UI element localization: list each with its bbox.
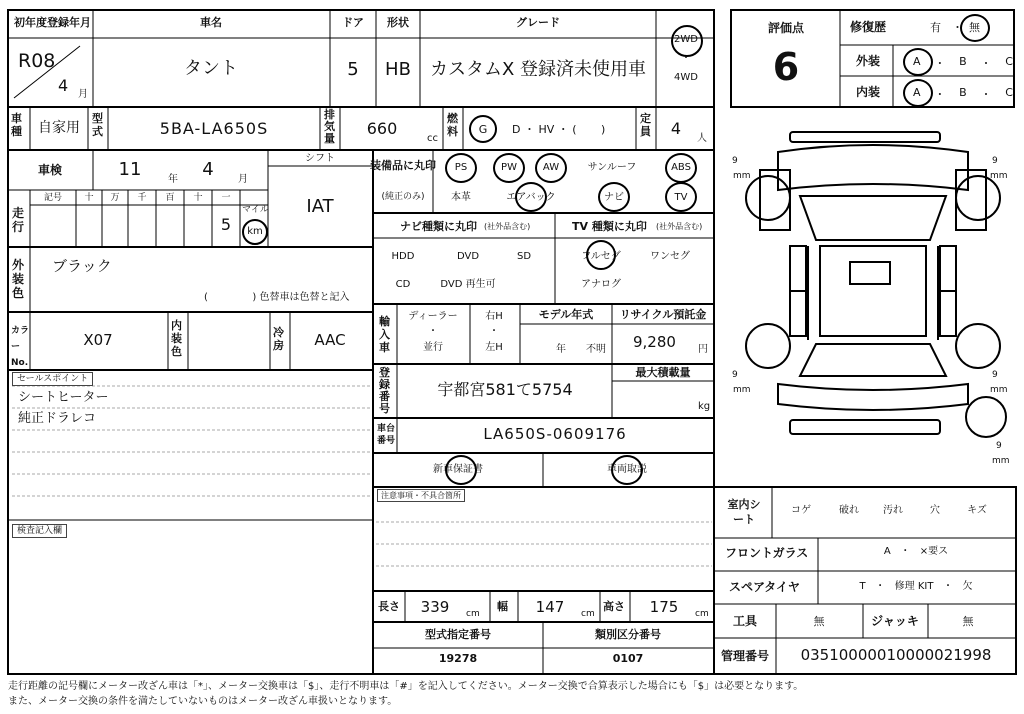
dim-unit: mm (990, 171, 1008, 181)
left-rear-wheel-shape (746, 324, 790, 368)
sales-point-tag: セールスポイント (12, 372, 93, 386)
displacement-label: 排気量 (324, 108, 335, 145)
mileage-label: 走行 (12, 206, 25, 234)
warranty-doc: 新車保証書 (433, 464, 483, 475)
width-label: 幅 (497, 600, 508, 613)
ac-label: 冷房 (273, 326, 284, 352)
tv-fullseg: フルセグ (581, 251, 621, 262)
equip-airbag: エアバック (506, 192, 556, 203)
interior-grade-options (913, 86, 1013, 100)
roof-shape (820, 246, 926, 336)
equipment-label: 装備品に丸印 (370, 159, 436, 172)
fuel-label: 燃料 (447, 112, 458, 138)
import-dealer: ディーラー (408, 311, 458, 322)
chassis-label: 車台番号 (377, 424, 396, 446)
displacement-unit: cc (427, 133, 438, 144)
class-code-label: 類別区分番号 (595, 628, 661, 641)
type-code-label: 型式指定番号 (425, 628, 491, 641)
reg-year-label: 初年度登録年月 (14, 16, 91, 29)
grade-b: B (959, 55, 967, 68)
digit-label: 十 (84, 193, 94, 203)
color-change-note: ( ) 色替車は色替と記入 (204, 292, 350, 303)
grade-c: C (1005, 55, 1013, 68)
exterior-color-value: ブラック (52, 257, 112, 275)
width-unit: cm (581, 609, 595, 619)
sheet-hole: 穴 (930, 505, 940, 516)
dim-mark: 9 (732, 156, 738, 166)
ac-value: AAC (314, 331, 346, 349)
left-front-fender-shape (760, 170, 790, 230)
control-number-label: 管理番号 (720, 649, 770, 663)
tv-analog: アナログ (581, 279, 621, 290)
trunk-shape (778, 384, 968, 410)
inspection-month-unit: 月 (238, 174, 248, 185)
shape-value: HB (385, 59, 411, 80)
km-label: km (247, 226, 263, 237)
height-value: 175 (649, 598, 679, 616)
door-label: ドア (342, 16, 364, 29)
jack-label: ジャッキ (871, 614, 919, 628)
height-label: 高さ (603, 600, 625, 613)
car-name-label: 車名 (200, 16, 222, 29)
tools-label: 工具 (732, 614, 758, 628)
dim-unit: mm (990, 385, 1008, 395)
grade-a: A (913, 55, 921, 68)
length-unit: cm (466, 609, 480, 619)
shape-label: 形状 (387, 16, 409, 29)
registration-label: 登録番号 (379, 366, 390, 415)
equip-pw: PW (501, 162, 517, 173)
footer-line-2: また、メーター交換の条件を満たしていないものはメーター改ざん車扱いとなります。 (8, 696, 398, 707)
import-label: 輸入車 (379, 315, 390, 354)
dim-mark: 9 (992, 156, 998, 166)
inspection-month: 4 (202, 159, 214, 180)
left-front-wheel-shape (746, 176, 790, 220)
shift-value: IAT (306, 196, 334, 217)
use-label: 車種 (11, 112, 22, 138)
navi-dvd-play: DVD 再生可 (440, 279, 496, 290)
model-value: 5BA-LA650S (159, 119, 269, 138)
digit-label: 十 (193, 193, 203, 203)
repair-no: 無 (969, 21, 980, 34)
exterior-color-label: 外装色 (12, 258, 25, 300)
model-label: 型式 (92, 112, 103, 138)
dim-unit: mm (733, 385, 751, 395)
displacement-value: 660 (366, 119, 398, 138)
chassis-value: LA650S-0609176 (483, 425, 627, 443)
sheet-scratch: キズ (967, 505, 987, 516)
right-hand-drive: 右H (485, 311, 503, 322)
dim-mark: 9 (996, 441, 1002, 451)
length-value: 339 (420, 598, 450, 616)
grade-dot: ・ (980, 88, 992, 101)
navi-hdd: HDD (391, 251, 415, 262)
spare-tire-label: スペアタイヤ (729, 580, 800, 594)
navi-cd: CD (395, 279, 411, 290)
equip-leather: 本革 (451, 192, 471, 203)
left-hand-drive: 左H (485, 342, 503, 353)
tv-oneseg: ワンセグ (650, 251, 690, 262)
hood-shape (778, 145, 968, 190)
recycle-label: リサイクル預託金 (619, 308, 707, 321)
model-year-unknown: 不明 (586, 344, 606, 355)
grade-dot: ・ (934, 88, 946, 101)
drive-dot: ・ (681, 53, 691, 64)
recycle-value: 9,280 (633, 333, 676, 351)
inspection-label: 車検 (37, 163, 63, 177)
windshield-shape (800, 196, 946, 240)
capacity-unit: 人 (697, 133, 707, 144)
grade-c: C (1005, 86, 1013, 99)
rear-glass-shape (800, 344, 946, 376)
repair-yes: 有 (930, 21, 941, 34)
grade-dot: ・ (980, 57, 992, 70)
repair-dot: ・ (952, 21, 963, 34)
front-bumper-shape (790, 132, 940, 142)
right-front-wheel-shape (956, 176, 1000, 220)
registration-value: 宇都宮581て5754 (437, 380, 573, 399)
color-no-label: カラーNo. (11, 326, 30, 368)
digit-label: 一 (221, 193, 231, 203)
seat-shape (850, 262, 890, 284)
import-dot: ・ (489, 326, 499, 337)
inspection-year: 11 (118, 159, 142, 180)
grade-dot: ・ (934, 57, 946, 70)
equipment-sub: (純正のみ) (381, 192, 425, 202)
score-label: 評価点 (767, 21, 805, 35)
digit-label: 千 (137, 193, 147, 203)
reg-month: 4 (58, 76, 69, 95)
capacity-value: 4 (670, 119, 682, 138)
use-value: 自家用 (38, 120, 80, 136)
model-year-label: モデル年式 (538, 308, 594, 321)
rear-bumper-shape (790, 420, 940, 434)
footer-line-1: 走行距離の記号欄にメーター改ざん車は「*」、メーター交換車は「$」、走行不明車は「#」を記入してください。メーター交換で合算表示した場合にも「$」は必要となります。 (8, 681, 804, 692)
right-front-fender-shape (956, 170, 986, 230)
equip-sunroof: サンルーフ (587, 162, 637, 173)
digit-label: 万 (110, 193, 120, 203)
reg-month-unit: 月 (78, 89, 88, 100)
equip-abs: ABS (671, 162, 691, 173)
notes-tag: 注意事項・不具合箇所 (377, 489, 465, 502)
navi-dvd: DVD (456, 251, 480, 262)
type-code-value: 19278 (438, 652, 478, 665)
equip-tv: TV (674, 192, 688, 203)
sheet-stain: 汚れ (883, 505, 903, 516)
reg-era-year: R08 (18, 50, 56, 72)
grade-value: カスタムX 登録済未使用車 (429, 59, 647, 80)
inspection-year-unit: 年 (168, 174, 178, 185)
front-glass-value: A ・ ×要ス (883, 546, 949, 557)
interior-color-label: 内装色 (171, 319, 182, 358)
grade-b: B (959, 86, 967, 99)
control-number-value: 03510000010000021998 (800, 646, 992, 664)
inspection-entry-tag: 検査記入欄 (12, 524, 67, 538)
tv-label: TV 種類に丸印 (572, 220, 647, 233)
class-code-value: 0107 (612, 652, 644, 665)
jack-value: 無 (962, 615, 974, 628)
right-rear-wheel-shape (956, 324, 1000, 368)
interior-sheet-label: 室内シート (727, 498, 761, 526)
sheet-burn: コゲ (791, 505, 811, 516)
mile-label: マイル (242, 205, 269, 215)
width-value: 147 (535, 598, 565, 616)
drive-2wd: 2WD (674, 34, 698, 45)
dim-unit: mm (992, 456, 1010, 466)
height-unit: cm (695, 609, 709, 619)
capacity-label: 定員 (640, 112, 651, 138)
equip-aw: AW (542, 162, 560, 173)
equip-navi: ナビ (604, 192, 624, 203)
digit-label: 百 (165, 193, 175, 203)
car-name: タント (184, 58, 238, 79)
dim-unit: mm (733, 171, 751, 181)
shift-label: シフト (305, 153, 335, 164)
interior-label: 内装 (856, 85, 881, 99)
max-load-label: 最大積載量 (635, 366, 691, 379)
grade-a: A (913, 86, 921, 99)
fuel-g: G (478, 123, 488, 136)
dim-mark: 9 (732, 370, 738, 380)
fuel-options: D ・ HV ・ ( ) (512, 123, 606, 136)
sales-line-2: 純正ドラレコ (18, 411, 97, 426)
tv-sub: (社外品含む) (656, 222, 703, 231)
max-load-unit: kg (698, 401, 711, 412)
equip-ps: PS (454, 162, 468, 173)
sales-line-1: シートヒーター (18, 390, 109, 405)
navi-label: ナビ種類に丸印 (400, 220, 477, 233)
mileage-value: 5 (220, 215, 232, 234)
front-glass-label: フロントガラス (725, 546, 809, 560)
import-parallel: 並行 (423, 342, 443, 353)
spare-tire-value: T ・ 修理 KIT ・ 欠 (859, 581, 973, 592)
import-dot: ・ (428, 326, 438, 337)
spare-wheel-shape (966, 397, 1006, 437)
drive-4wd: 4WD (674, 72, 698, 83)
model-year-unit: 年 (556, 344, 566, 355)
exterior-grade-options (913, 55, 1013, 69)
sheet-tear: 破れ (839, 505, 859, 516)
digit-label: 記号 (43, 193, 63, 203)
doors-value: 5 (347, 59, 359, 80)
score-value: 6 (772, 45, 800, 89)
navi-sd: SD (516, 251, 532, 262)
grade-label: グレード (516, 16, 560, 29)
navi-sub: (社外品含む) (484, 222, 531, 231)
exterior-label: 外装 (856, 54, 881, 68)
dim-mark: 9 (992, 370, 998, 380)
repair-label: 修復歴 (850, 20, 887, 34)
recycle-unit: 円 (698, 344, 708, 355)
length-label: 長さ (378, 600, 400, 613)
tools-value: 無 (813, 615, 825, 628)
color-no-value: X07 (83, 331, 113, 349)
manual-doc: 車両取説 (607, 464, 647, 475)
